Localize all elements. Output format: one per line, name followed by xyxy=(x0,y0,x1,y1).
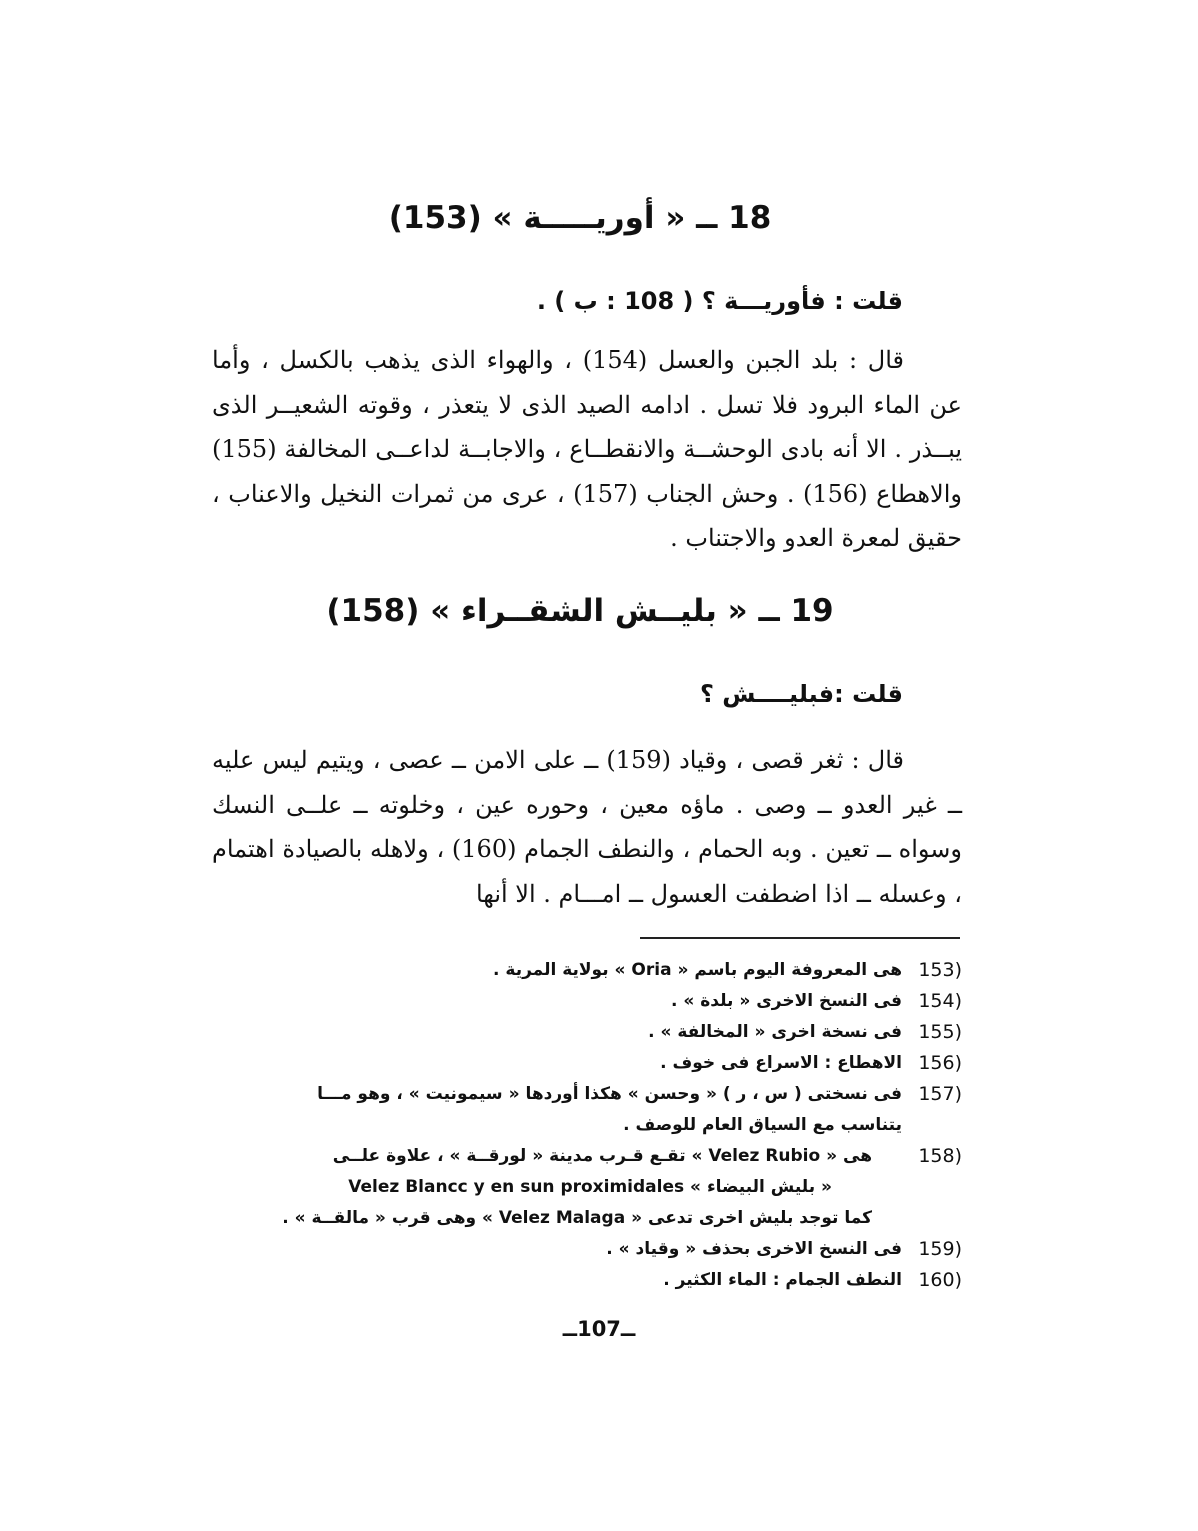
footnote-text xyxy=(212,955,914,986)
footnote-line: فى النسخ الاخرى بحذف « وقياد » . xyxy=(606,1239,902,1259)
footnote-line: هى المعروفة اليوم باسم « Oria » بولاية المرية . xyxy=(493,960,902,980)
footnote-number: 153) xyxy=(918,959,962,981)
footnote-number: 156) xyxy=(918,1052,962,1074)
footnote-line: الاهطاع : الاسراع فى خوف . xyxy=(660,1053,902,1073)
paragraph-19-text: قال : ثغر قصى ، وقياد (159) ــ على الامن ــ عصى ، ويتيم ليس عليه ــ غير العدو ــ وصى . ماؤه معين ، وحوره عين ، وخلوته ــ علــى النسك وسواه ــ تعين . وبه الحمام ، والنطف الجمام (160) ، ولاهله بالصيادة اهتمام ، وعسله ــ اذا اضطفت العسول ــ امـــام . الا أنها xyxy=(212,746,962,908)
question-line-19: قلت :فبليــــش ؟ xyxy=(700,680,903,708)
footnote-text xyxy=(212,1079,914,1141)
section-heading-19: 19 ــ « بليــش الشقــراء » (158) xyxy=(326,593,834,629)
footnote-text xyxy=(212,1141,914,1234)
footnote-text xyxy=(212,1265,914,1296)
paragraph-18 xyxy=(212,338,962,561)
footnote-item xyxy=(212,955,962,986)
footnote-line: النطف الجمام : الماء الكثير . xyxy=(663,1270,902,1290)
footnote-line: فى نسختى ( س ، ر ) « وحسن » هكذا أوردها « سيمونيت » ، وهو مـــا xyxy=(317,1084,902,1104)
footnote-divider xyxy=(640,937,960,939)
page-number: ــ107ــ xyxy=(562,1317,636,1341)
paragraph-18-text: قال : بلد الجبن والعسل (154) ، والهواء الذى يذهب بالكسل ، وأما عن الماء البرود فلا تسل . ادامه الصيد الذى لا يتعذر ، وقوته الشعيــر الذى يبــذر . الا أنه بادى الوحشــة والانقطــاع ، والاجابــة لداعــى المخالفة (155) والاهطاع (156) . وحش الجناب (157) ، عرى من ثمرات النخيل والاعناب ، حقيق لمعرة العدو والاجتناب . xyxy=(212,346,962,552)
footnote-line: فى نسخة اخرى « المخالفة » . xyxy=(648,1022,902,1042)
footnote-line: « بليش البيضاء » Velez Blancc y en sun proximidales xyxy=(348,1177,832,1197)
footnote-number: 158) xyxy=(918,1145,962,1167)
footnote-item xyxy=(212,1141,962,1234)
section-heading-18: 18 ــ « أوريـــــة » (153) xyxy=(388,200,772,236)
footnote-number: 154) xyxy=(918,990,962,1012)
footnotes xyxy=(212,955,962,1296)
footnote-item xyxy=(212,1017,962,1048)
footnote-text xyxy=(212,1234,914,1265)
footnote-text xyxy=(212,1048,914,1079)
footnote-item xyxy=(212,1265,962,1296)
footnote-number: 155) xyxy=(918,1021,962,1043)
footnote-item xyxy=(212,1234,962,1265)
footnote-number: 157) xyxy=(918,1083,962,1105)
footnote-number: 160) xyxy=(918,1269,962,1291)
footnote-item xyxy=(212,986,962,1017)
footnote-line: هى « Velez Rubio » تقـع قـرب مدينة « لورقــة » ، علاوة علــى xyxy=(332,1146,872,1166)
footnote-text xyxy=(212,986,914,1017)
footnote-number: 159) xyxy=(918,1238,962,1260)
footnote-line: فى النسخ الاخرى « بلدة » . xyxy=(670,991,902,1011)
footnote-item xyxy=(212,1048,962,1079)
paragraph-19 xyxy=(212,738,962,916)
question-line-18: قلت : فأوريـــة ؟ ( 108 : ب ) . xyxy=(536,287,903,315)
footnote-item xyxy=(212,1079,962,1141)
footnote-text xyxy=(212,1017,914,1048)
footnote-line: كما توجد بليش اخرى تدعى « Velez Malaga » وهى قرب « مالقــة » . xyxy=(282,1208,872,1228)
footnote-line: يتناسب مع السياق العام للوصف . xyxy=(623,1115,902,1135)
